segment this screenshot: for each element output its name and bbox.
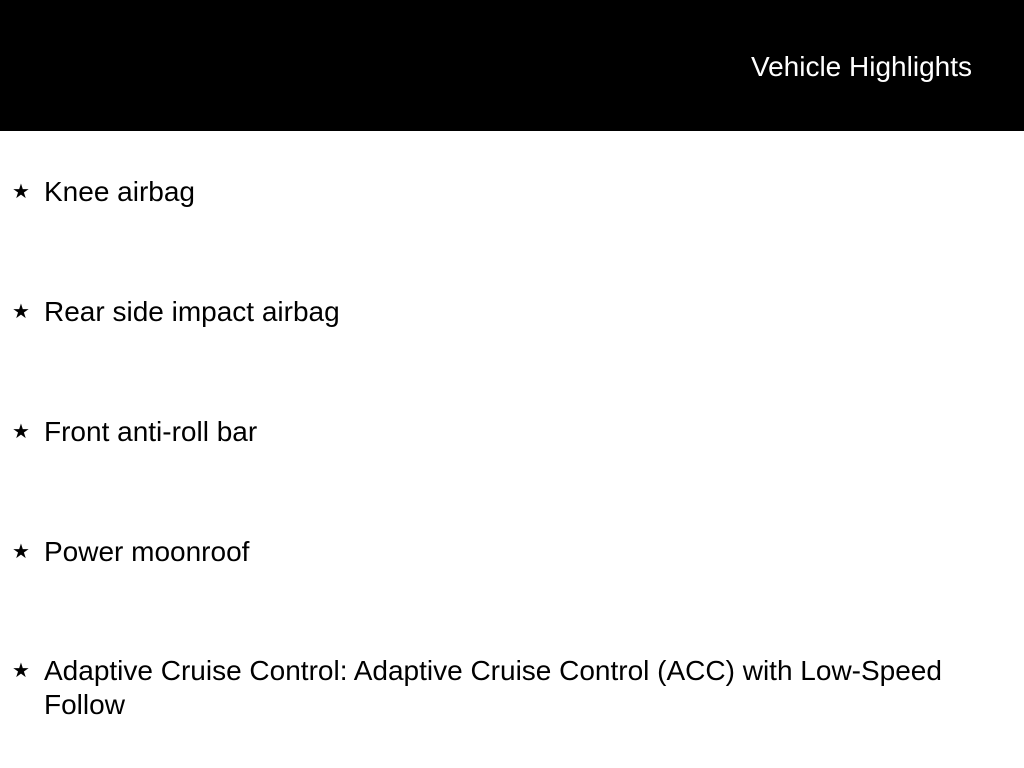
list-item	[10, 415, 950, 449]
star-icon: ★	[12, 301, 30, 323]
feature-label: Rear side impact airbag	[44, 296, 340, 327]
feature-label: Adaptive Cruise Control: Adaptive Cruise Control (ACC) with Low-Speed Follow	[44, 655, 942, 720]
star-icon: ★	[12, 421, 30, 443]
list-item	[10, 535, 950, 569]
list-item	[10, 654, 950, 722]
star-icon: ★	[12, 541, 30, 563]
star-icon: ★	[12, 181, 30, 203]
page-title: Vehicle Highlights	[750, 51, 972, 82]
list-item	[10, 295, 950, 329]
feature-label: Knee airbag	[44, 176, 196, 207]
list-item	[10, 175, 950, 209]
feature-label: Power moonroof	[44, 536, 250, 567]
feature-label: Front anti-roll bar	[44, 416, 258, 447]
star-icon: ★	[12, 660, 30, 682]
